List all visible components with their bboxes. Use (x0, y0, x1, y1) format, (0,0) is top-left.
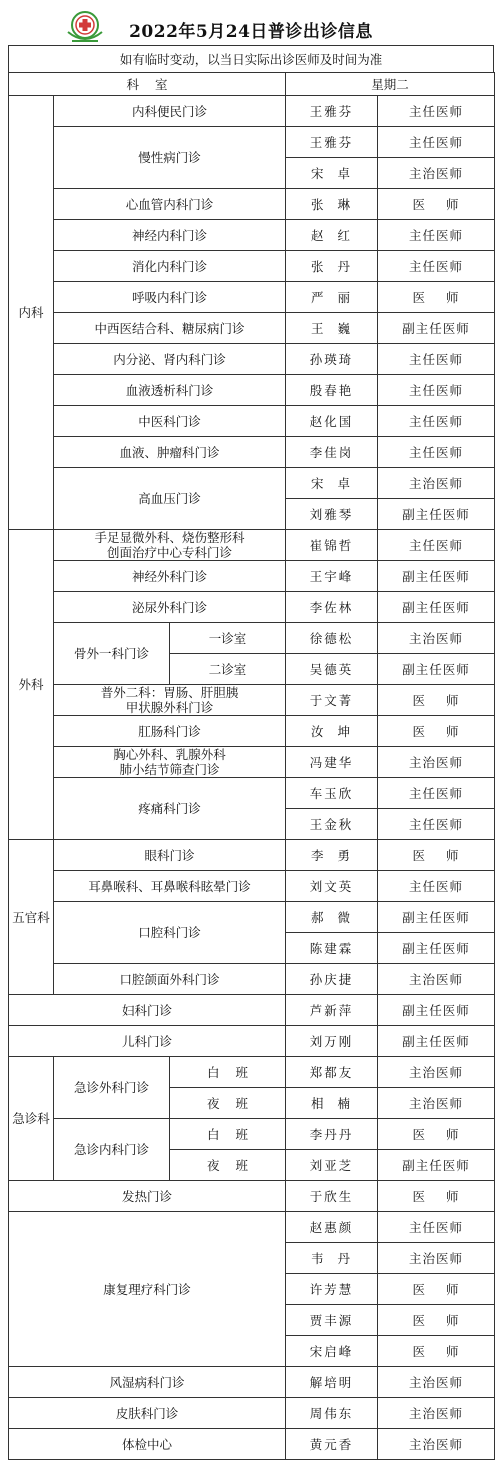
dept-cell: 消化内科门诊 (54, 251, 286, 282)
title-cell: 副主任医师 (378, 1026, 495, 1057)
doctor-cell: 于文菁 (286, 685, 378, 716)
table-row (9, 220, 495, 251)
category-waike: 外科 (9, 530, 54, 840)
table-row (9, 96, 495, 127)
title-cell: 副主任医师 (378, 592, 495, 623)
title-cell: 主任医师 (378, 96, 495, 127)
dept-line: 肺小结节筛查门诊 (119, 762, 220, 777)
title-cell: 副主任医师 (378, 499, 495, 530)
dept-cell: 急诊内科门诊 (54, 1119, 170, 1181)
table-row (9, 1367, 495, 1398)
dept-cell (54, 747, 286, 778)
dept-cell: 康复理疗科门诊 (9, 1212, 286, 1367)
title-cell: 医 师 (378, 189, 495, 220)
dept-line: 胸心外科、乳腺外科 (113, 747, 226, 762)
dept-cell: 风湿病科门诊 (9, 1367, 286, 1398)
doctor-cell: 李佐林 (286, 592, 378, 623)
sub-dept-cell: 一诊室 (170, 623, 286, 654)
doctor-cell: 刘雅琴 (286, 499, 378, 530)
title-cell: 主任医师 (378, 778, 495, 809)
table-row (9, 1181, 495, 1212)
table-row (9, 995, 495, 1026)
table-row (9, 375, 495, 406)
title-cell: 医 师 (378, 840, 495, 871)
dept-line: 创面治疗中心专科门诊 (106, 545, 232, 560)
dept-cell: 神经内科门诊 (54, 220, 286, 251)
dept-cell: 皮肤科门诊 (9, 1398, 286, 1429)
table-row (9, 313, 495, 344)
dept-cell: 眼科门诊 (54, 840, 286, 871)
column-header-day: 星期二 (286, 73, 495, 96)
category-jizhen: 急诊科 (9, 1057, 54, 1181)
dept-cell: 内分泌、肾内科门诊 (54, 344, 286, 375)
title-cell: 副主任医师 (378, 1150, 495, 1181)
doctor-cell: 李丹丹 (286, 1119, 378, 1150)
dept-cell: 血液透析科门诊 (54, 375, 286, 406)
dept-cell: 中西医结合科、糖尿病门诊 (54, 313, 286, 344)
table-row (9, 406, 495, 437)
dept-cell: 口腔科门诊 (54, 902, 286, 964)
dept-cell: 心血管内科门诊 (54, 189, 286, 220)
table-row (9, 871, 495, 902)
title-cell: 医 师 (378, 1274, 495, 1305)
title-cell: 主任医师 (378, 809, 495, 840)
sub-dept-cell: 二诊室 (170, 654, 286, 685)
title-cell: 主治医师 (378, 623, 495, 654)
doctor-cell: 张 丹 (286, 251, 378, 282)
title-cell: 主治医师 (378, 964, 495, 995)
dept-cell: 泌尿外科门诊 (54, 592, 286, 623)
dept-cell: 高血压门诊 (54, 468, 286, 530)
doctor-cell: 孙瑛琦 (286, 344, 378, 375)
title-cell: 主治医师 (378, 1398, 495, 1429)
dept-line: 普外二科：胃肠、肝胆胰 (100, 685, 239, 700)
doctor-cell: 徐德松 (286, 623, 378, 654)
dept-cell: 血液、肿瘤科门诊 (54, 437, 286, 468)
doctor-cell: 崔锦哲 (286, 530, 378, 561)
title-cell: 主任医师 (378, 375, 495, 406)
title-cell: 主治医师 (378, 1243, 495, 1274)
notice: 如有临时变动，以当日实际出诊医师及时间为准 (8, 45, 494, 73)
doctor-cell: 汝 坤 (286, 716, 378, 747)
doctor-cell: 刘亚芝 (286, 1150, 378, 1181)
doctor-cell: 宋启峰 (286, 1336, 378, 1367)
table-row (9, 840, 495, 871)
dept-cell (54, 685, 286, 716)
dept-cell: 妇科门诊 (9, 995, 286, 1026)
title-cell: 副主任医师 (378, 654, 495, 685)
sub-dept-cell: 白 班 (170, 1057, 286, 1088)
doctor-cell: 解培明 (286, 1367, 378, 1398)
table-row (9, 127, 495, 158)
table-row (9, 282, 495, 313)
doctor-cell: 许芳慧 (286, 1274, 378, 1305)
dept-cell: 肛肠科门诊 (54, 716, 286, 747)
table-row (9, 189, 495, 220)
table-row (9, 747, 495, 778)
doctor-cell: 车玉欣 (286, 778, 378, 809)
doctor-cell: 赵 红 (286, 220, 378, 251)
header (8, 7, 494, 45)
doctor-cell: 严 丽 (286, 282, 378, 313)
table-row (9, 437, 495, 468)
doctor-cell: 芦新萍 (286, 995, 378, 1026)
schedule-table (8, 72, 495, 1460)
dept-cell: 急诊外科门诊 (54, 1057, 170, 1119)
title-cell: 副主任医师 (378, 561, 495, 592)
doctor-cell: 孙庆捷 (286, 964, 378, 995)
doctor-cell: 刘文英 (286, 871, 378, 902)
title-cell: 主任医师 (378, 251, 495, 282)
table-row (9, 251, 495, 282)
table-row (9, 964, 495, 995)
title-cell: 主治医师 (378, 747, 495, 778)
dept-cell: 内科便民门诊 (54, 96, 286, 127)
dept-cell: 疼痛科门诊 (54, 778, 286, 840)
table-row (9, 1057, 495, 1088)
title-cell: 副主任医师 (378, 995, 495, 1026)
dept-cell: 神经外科门诊 (54, 561, 286, 592)
doctor-cell: 郑都友 (286, 1057, 378, 1088)
dept-cell (54, 530, 286, 561)
table-row (9, 778, 495, 809)
title-cell: 副主任医师 (378, 313, 495, 344)
title-cell: 主任医师 (378, 220, 495, 251)
doctor-cell: 王雅芬 (286, 127, 378, 158)
title-cell: 主任医师 (378, 344, 495, 375)
table-row (9, 561, 495, 592)
category-neike: 内科 (9, 96, 54, 530)
title-cell: 主任医师 (378, 437, 495, 468)
table-row (9, 902, 495, 933)
title-cell: 医 师 (378, 1181, 495, 1212)
doctor-cell: 陈建霖 (286, 933, 378, 964)
title-cell: 主任医师 (378, 406, 495, 437)
table-row (9, 592, 495, 623)
sub-dept-cell: 夜 班 (170, 1088, 286, 1119)
doctor-cell: 李佳岗 (286, 437, 378, 468)
page-title: 2022年5月24日普诊出诊信息 (129, 22, 373, 42)
table-row (9, 716, 495, 747)
sub-dept-cell: 夜 班 (170, 1150, 286, 1181)
doctor-cell: 王 巍 (286, 313, 378, 344)
category-wuguan: 五官科 (9, 840, 54, 995)
title-cell: 主治医师 (378, 1088, 495, 1119)
dept-cell: 慢性病门诊 (54, 127, 286, 189)
doctor-cell: 吴德英 (286, 654, 378, 685)
table-row (9, 1398, 495, 1429)
dept-line: 甲状腺外科门诊 (125, 700, 214, 715)
doctor-cell: 宋 卓 (286, 468, 378, 499)
title-cell: 主任医师 (378, 871, 495, 902)
table-row (9, 530, 495, 561)
title-cell: 医 师 (378, 1336, 495, 1367)
doctor-cell: 刘万刚 (286, 1026, 378, 1057)
table-row (9, 344, 495, 375)
doctor-cell: 王宇峰 (286, 561, 378, 592)
doctor-cell: 贾丰源 (286, 1305, 378, 1336)
table-header-row (9, 73, 495, 96)
doctor-cell: 赵化国 (286, 406, 378, 437)
title-cell: 主任医师 (378, 127, 495, 158)
title-cell: 主任医师 (378, 1212, 495, 1243)
doctor-cell: 赵惠颜 (286, 1212, 378, 1243)
dept-line: 手足显微外科、烧伤整形科 (94, 530, 245, 545)
title-cell: 主治医师 (378, 1057, 495, 1088)
title-cell: 主治医师 (378, 1367, 495, 1398)
title-cell: 医 师 (378, 1305, 495, 1336)
title-cell: 主治医师 (378, 468, 495, 499)
table-row (9, 1429, 495, 1460)
doctor-cell: 韦 丹 (286, 1243, 378, 1274)
dept-cell: 口腔颌面外科门诊 (54, 964, 286, 995)
doctor-cell: 黄元香 (286, 1429, 378, 1460)
doctor-cell: 宋 卓 (286, 158, 378, 189)
doctor-cell: 王雅芬 (286, 96, 378, 127)
table-row (9, 623, 495, 654)
dept-cell: 体检中心 (9, 1429, 286, 1460)
doctor-cell: 殷春艳 (286, 375, 378, 406)
table-row (9, 468, 495, 499)
table-row (9, 685, 495, 716)
sub-dept-cell: 白 班 (170, 1119, 286, 1150)
doctor-cell: 郝 微 (286, 902, 378, 933)
table-row (9, 1026, 495, 1057)
title-cell: 医 师 (378, 1119, 495, 1150)
doctor-cell: 张 琳 (286, 189, 378, 220)
title-cell: 医 师 (378, 282, 495, 313)
title-cell: 医 师 (378, 716, 495, 747)
dept-cell: 发热门诊 (9, 1181, 286, 1212)
title-cell: 副主任医师 (378, 933, 495, 964)
doctor-cell: 周伟东 (286, 1398, 378, 1429)
column-header-department: 科 室 (9, 73, 286, 96)
dept-cell: 耳鼻喉科、耳鼻喉科眩晕门诊 (54, 871, 286, 902)
title-cell: 主任医师 (378, 530, 495, 561)
doctor-cell: 冯建华 (286, 747, 378, 778)
table-row (9, 1119, 495, 1150)
title-cell: 副主任医师 (378, 902, 495, 933)
title-cell: 主治医师 (378, 158, 495, 189)
dept-cell: 儿科门诊 (9, 1026, 286, 1057)
dept-cell: 中医科门诊 (54, 406, 286, 437)
doctor-cell: 相 楠 (286, 1088, 378, 1119)
table-row (9, 1212, 495, 1243)
doctor-cell: 李 勇 (286, 840, 378, 871)
title-cell: 医 师 (378, 685, 495, 716)
doctor-cell: 王金秋 (286, 809, 378, 840)
dept-cell: 呼吸内科门诊 (54, 282, 286, 313)
doctor-cell: 于欣生 (286, 1181, 378, 1212)
title-cell: 主治医师 (378, 1429, 495, 1460)
dept-cell: 骨外一科门诊 (54, 623, 170, 685)
